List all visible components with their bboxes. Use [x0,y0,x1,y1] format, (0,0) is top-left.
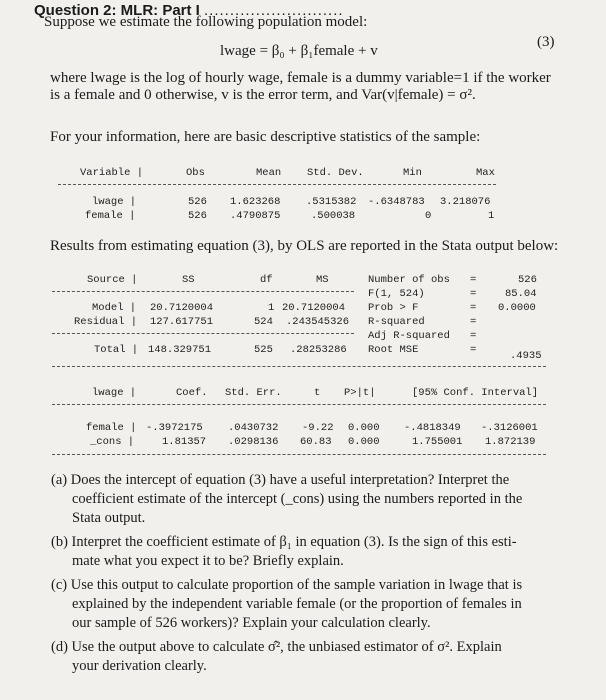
question-b-line-1: (b) Interpret the coefficient estimate of β₁ in equation (3). Is the sign of this esti- [51,534,517,550]
coef-header-coef: Coef. [176,387,208,399]
desc-row-lwage-sd: .5315382 [306,196,357,208]
anova-row-residual-df: 524 [254,316,273,328]
desc-row-lwage-mean: 1.623268 [230,196,281,208]
desc-row-lwage-obs: 526 [188,196,207,208]
anova-divider-1 [52,291,354,292]
stat-eq-nobs: = [470,274,477,286]
stat-value-f: 85.04 [505,288,537,300]
anova-row-total-source: Total | [94,344,139,356]
question-b-line-2: mate what you expect it to be? Briefly explain. [72,553,344,569]
coef-row-cons-cihigh: 1.872139 [485,436,536,448]
coef-divider-mid [52,404,546,405]
coef-row-cons-t: 60.83 [300,436,332,448]
desc-header-sd: Std. Dev. [307,167,364,179]
anova-row-model-df: 1 [268,302,275,314]
coef-row-female-coef: -.3972175 [146,422,203,434]
question-c-line-2: explained by the independent variable female (or the proportion of females in [72,596,522,612]
question-a-line-2: coefficient estimate of the intercept (_cons) using the numbers reported in the [72,491,523,507]
coef-row-female-se: .0430732 [228,422,279,434]
stat-value-nobs: 526 [518,274,537,286]
anova-header-ss: SS [182,274,195,286]
question-c-line-3: our sample of 526 workers)? Explain your calculation clearly. [72,615,431,631]
coef-row-cons-var: _cons | [90,436,135,448]
desc-row-female-max: 1 [488,210,495,222]
desc-header-min: Min [403,167,422,179]
coef-divider-bottom [52,454,546,455]
anova-row-model-ms: 20.7120004 [282,302,346,314]
question-d-line-2: your derivation clearly. [72,658,207,674]
question-a-line-1: (a) Does the intercept of equation (3) have a useful interpretation? Interpret the [51,472,510,488]
anova-header-df: df [260,274,273,286]
coef-header-se: Std. Err. [225,387,282,399]
coef-row-cons-p: 0.000 [348,436,380,448]
stat-eq-rmse: = [470,344,477,356]
stat-label-adjr2: Adj R-squared [368,330,450,342]
stat-eq-adjr2: = [470,330,477,342]
coef-header-ci: [95% Conf. Interval] [412,387,539,399]
coef-row-cons-se: .0298136 [228,436,279,448]
anova-divider-2 [52,333,354,334]
stat-label-nobs: Number of obs [368,274,450,286]
stat-label-f: F(1, 524) [368,288,425,300]
title-dots: ........................... [204,2,344,19]
ols-intro-line: Results from estimating equation (3), by OLS are reported in the Stata output below: [50,238,559,254]
desc-header-obs: Obs [186,167,205,179]
where-line-2: is a female and 0 otherwise, v is the error term, and Var(v|female) = σ². [50,87,476,103]
question-d-line-1: (d) Use the output above to calculate σ̂², the unbiased estimator of σ². Explain [51,639,502,655]
desc-header-max: Max [476,167,495,179]
question-title-text: Question 2: MLR: Part I [34,2,200,19]
stat-eq-r2: = [470,316,477,328]
anova-header-source: Source | [87,274,138,286]
stat-label-r2: R-squared [368,316,425,328]
anova-row-residual-ms: .243545326 [286,316,350,328]
coef-row-female-t: -9.22 [302,422,334,434]
stat-eq-probf: = [470,302,477,314]
desc-row-female-sd: .500038 [311,210,356,222]
coef-divider-top [52,366,546,367]
anova-header-ms: MS [316,274,329,286]
desc-row-female-mean: .4790875 [230,210,281,222]
model-equation: lwage = β₀ + β₁female + v [220,43,378,59]
anova-row-residual-ss: 127.617751 [150,316,214,328]
anova-row-model-source: Model | [92,302,137,314]
equation-number: (3) [537,34,555,50]
desc-header-mean: Mean [256,167,282,179]
anova-row-total-df: 525 [254,344,273,356]
anova-row-residual-source: Residual | [74,316,138,328]
coef-row-cons-cilow: 1.755001 [412,436,463,448]
where-line-1: where lwage is the log of hourly wage, female is a dummy variable=1 if the worker [50,70,551,86]
desc-row-lwage-min: -.6348783 [368,196,425,208]
desc-row-lwage-max: 3.218076 [440,196,491,208]
desc-row-female-var: female | [85,210,136,222]
stat-label-rmse: Root MSE [368,344,419,356]
anova-row-total-ms: .28253286 [290,344,347,356]
coef-header-t: t [314,387,321,399]
stat-value-probf: 0.0000 [498,302,536,314]
info-line: For your information, here are basic descriptive statistics of the sample: [50,129,481,145]
question-a-line-3: Stata output. [72,510,146,526]
stat-eq-f: = [470,288,477,300]
stat-value-rmse: .4935 [510,350,542,362]
coef-header-p: P>|t| [344,387,376,399]
stat-label-probf: Prob > F [368,302,419,314]
desc-row-lwage-var: lwage | [92,196,137,208]
coef-row-female-p: 0.000 [348,422,380,434]
intro-line: Suppose we estimate the following population model: [44,14,368,30]
anova-row-model-ss: 20.7120004 [150,302,214,314]
coef-row-female-var: female | [86,422,137,434]
desc-divider [58,184,496,185]
coef-header-dep: lwage | [92,387,137,399]
desc-row-female-min: 0 [425,210,432,222]
desc-row-female-obs: 526 [188,210,207,222]
anova-row-total-ss: 148.329751 [148,344,212,356]
desc-header-variable: Variable | [80,167,144,179]
question-c-line-1: (c) Use this output to calculate proportion of the sample variation in lwage that is [51,577,523,593]
coef-row-female-cihigh: -.3126001 [481,422,538,434]
coef-row-cons-coef: 1.81357 [162,436,207,448]
coef-row-female-cilow: -.4818349 [404,422,461,434]
